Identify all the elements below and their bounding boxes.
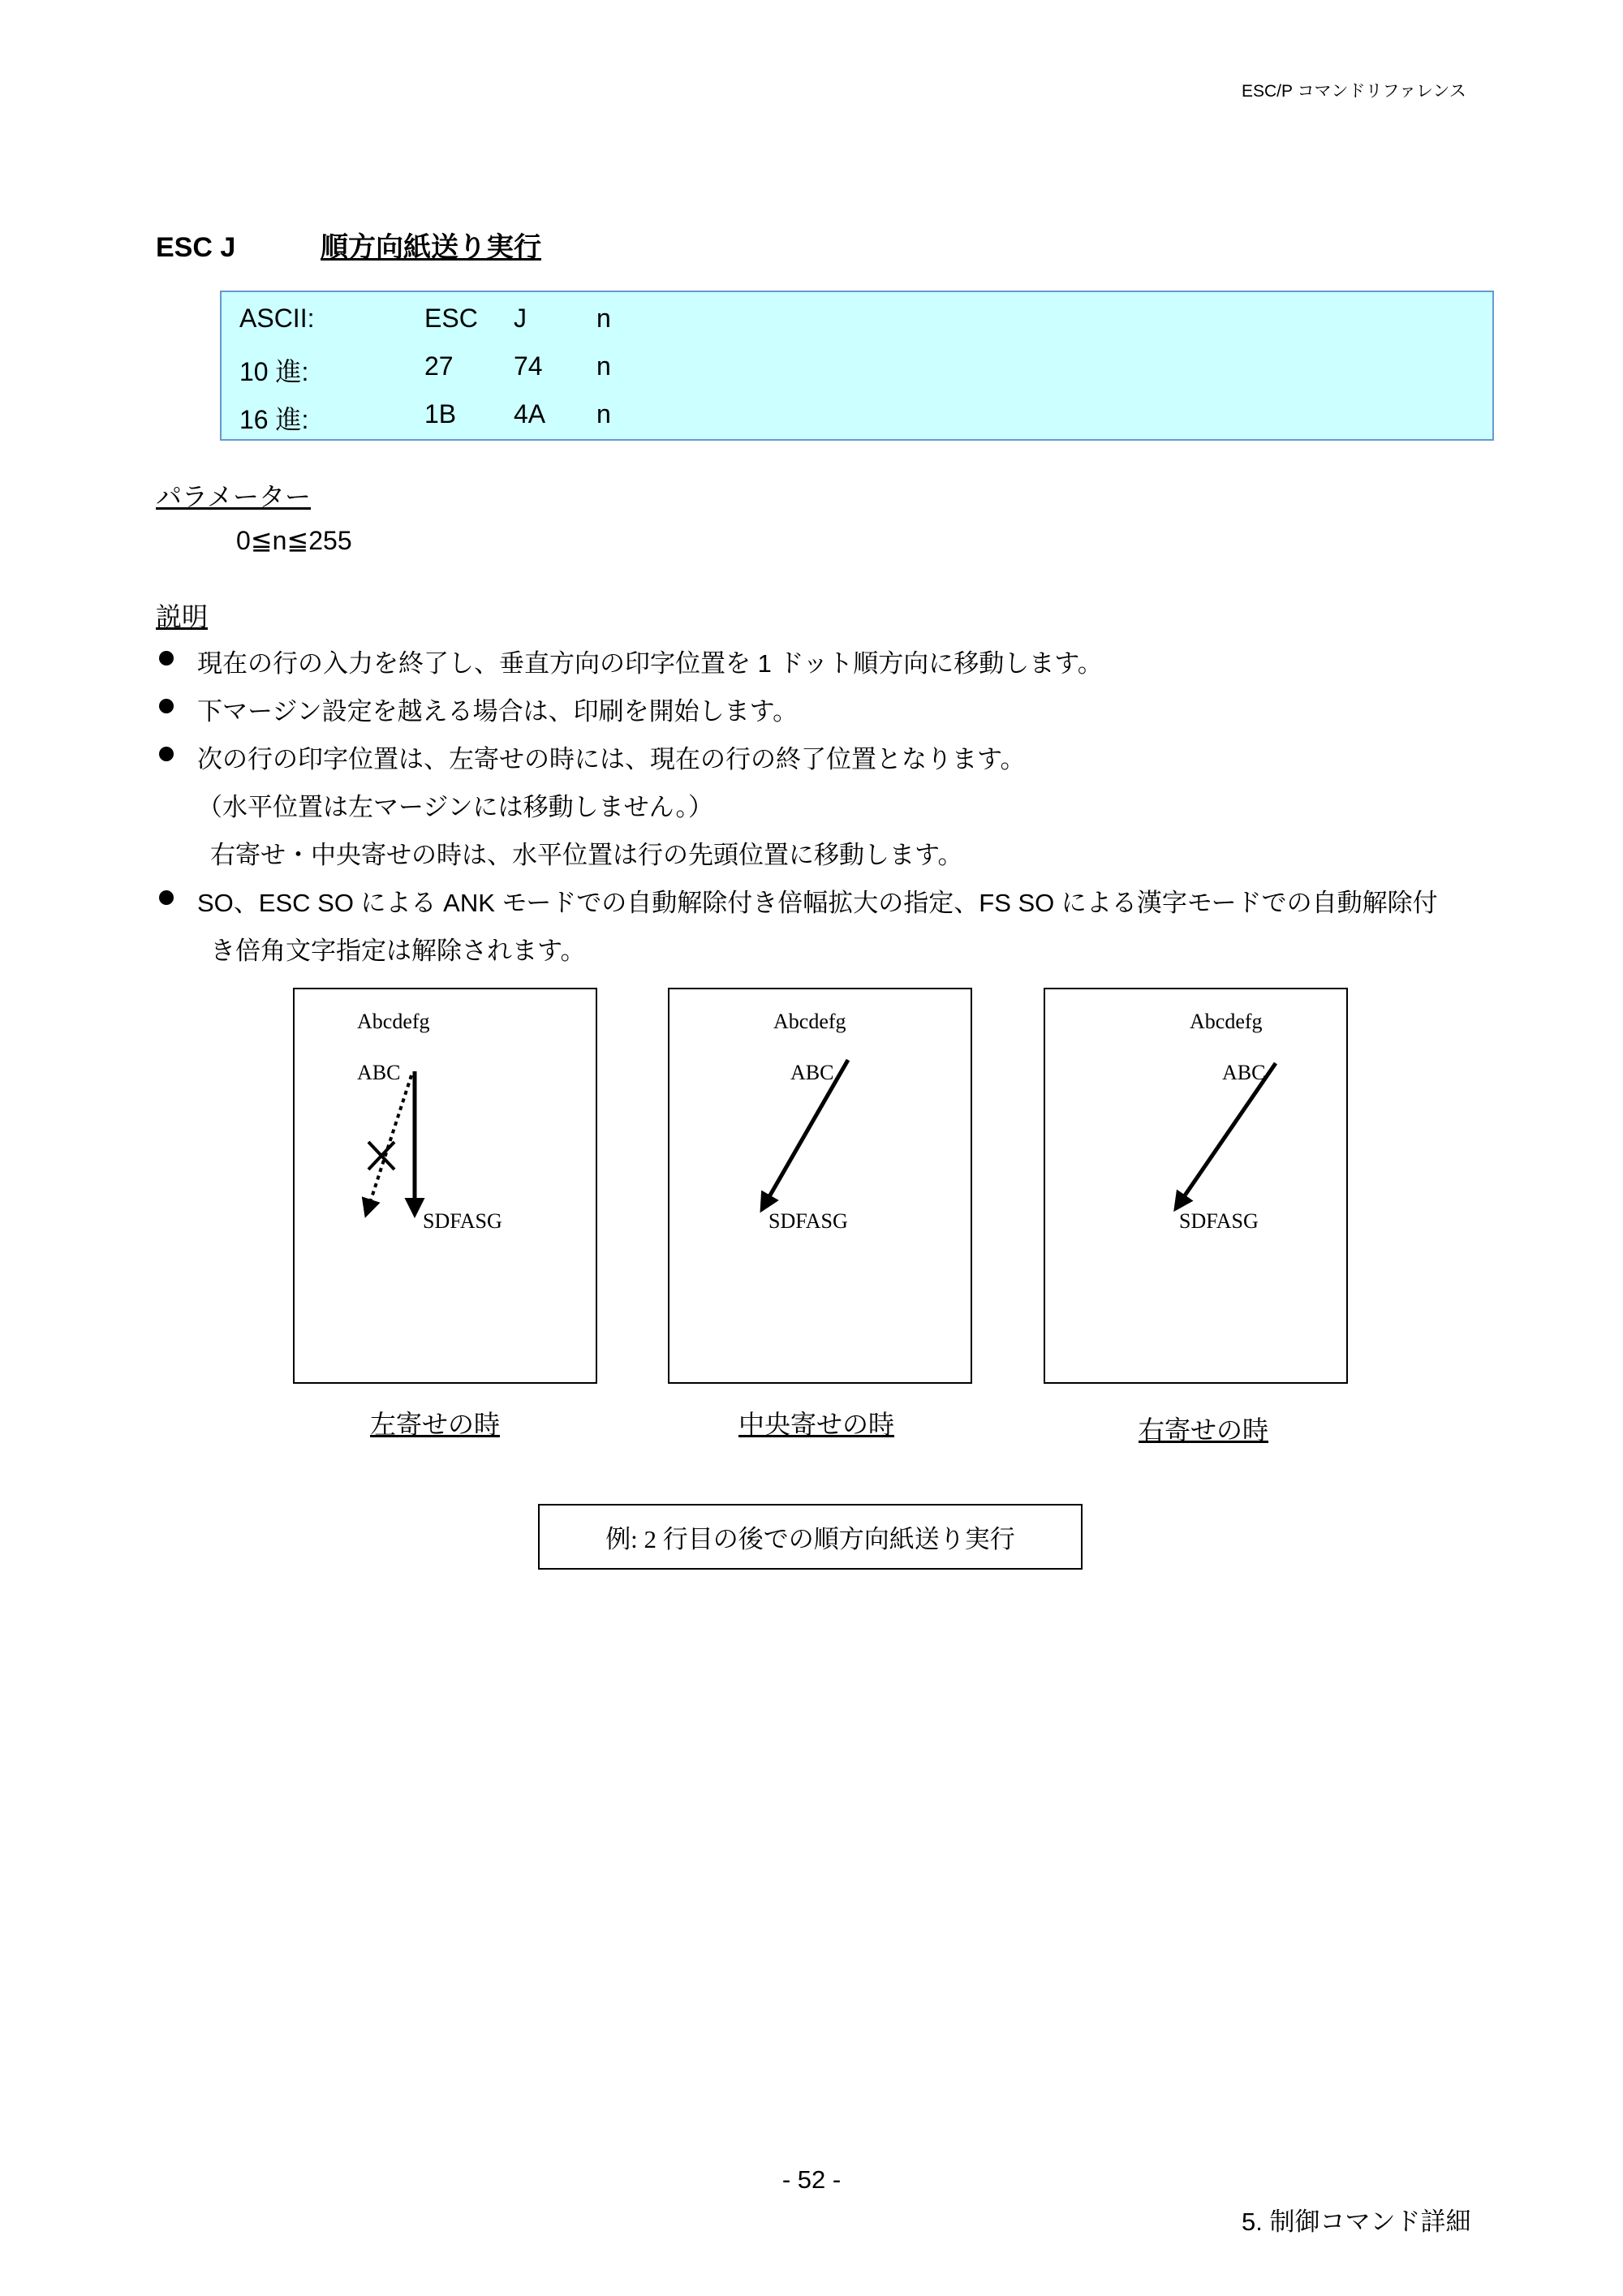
row-code-2: 74 [514,351,543,381]
example-caption-box [538,1504,1083,1570]
panel-right-line-3: SDFASG [1179,1209,1259,1233]
panel-right-line-2: ABC [1222,1061,1266,1084]
description-bullet-1: 現在の行の入力を終了し、垂直方向の印字位置を 1 ドット順方向に移動します。 [197,649,1103,678]
title-command: ESC J [156,232,236,263]
diagonal-arrow-icon [1176,1063,1276,1208]
panel-left-line-1: Abcdefg [357,1010,430,1033]
description-bullet-2: 下マージン設定を越える場合は、印刷を開始します。 [197,697,799,726]
panel-center-line-2: ABC [790,1061,834,1084]
row-code-1: 27 [424,351,454,381]
panel-right-caption: 右寄せの時 [1139,1415,1269,1445]
page-number: - 52 - [781,2165,842,2194]
panel-center-line-1: Abcdefg [773,1010,846,1033]
chapter-footer: 5. 制御コマンド詳細 [1242,2208,1471,2236]
panel-left-line-3: SDFASG [423,1209,502,1233]
row-code-1: ESC [424,304,478,333]
panel-center-line-3: SDFASG [768,1209,848,1233]
panel-right-line-1: Abcdefg [1190,1010,1263,1033]
example-caption: 例: 2 行目の後での順方向紙送り実行 [605,1525,1015,1553]
row-code-1: 1B [424,399,457,429]
cross-mark-icon [368,1142,394,1170]
parameters-range: 0≦n≦255 [236,526,352,555]
description-bullet-4-line-2: き倍角文字指定は解除されます。 [210,937,586,965]
title-name: 順方向紙送り実行 [321,232,541,263]
description-bullet-3-line-3: 右寄せ・中央寄せの時は、水平位置は行の先頭位置に移動します。 [210,841,963,869]
panel-left-line-2: ABC [357,1061,401,1084]
row-label: 10 進: [239,357,309,386]
panel-center-caption: 中央寄せの時 [738,1410,895,1439]
page-header: ESC/P コマンドリファレンス [1242,82,1466,101]
row-code-3: n [596,351,611,381]
row-label: ASCII: [239,304,315,333]
parameters-heading: パラメーター [156,482,312,511]
description-heading: 説明 [156,602,209,631]
row-code-2: 4A [514,399,546,429]
row-code-2: J [514,304,527,333]
panel-left-caption: 左寄せの時 [370,1410,501,1439]
row-code-3: n [596,399,611,429]
description-bullet-3-line-2: （水平位置は左マージンには移動しません。） [197,793,713,821]
description-bullet-4: SO、ESC SO による ANK モードでの自動解除付き倍幅拡大の指定、FS SO による漢字モードでの自動解除付 [197,889,1438,917]
row-code-3: n [596,304,611,333]
description-bullet-3: 次の行の印字位置は、左寄せの時には、現在の行の終了位置となります。 [197,745,1026,773]
row-label: 16 進: [239,405,309,434]
diagonal-arrow-icon [762,1060,848,1209]
